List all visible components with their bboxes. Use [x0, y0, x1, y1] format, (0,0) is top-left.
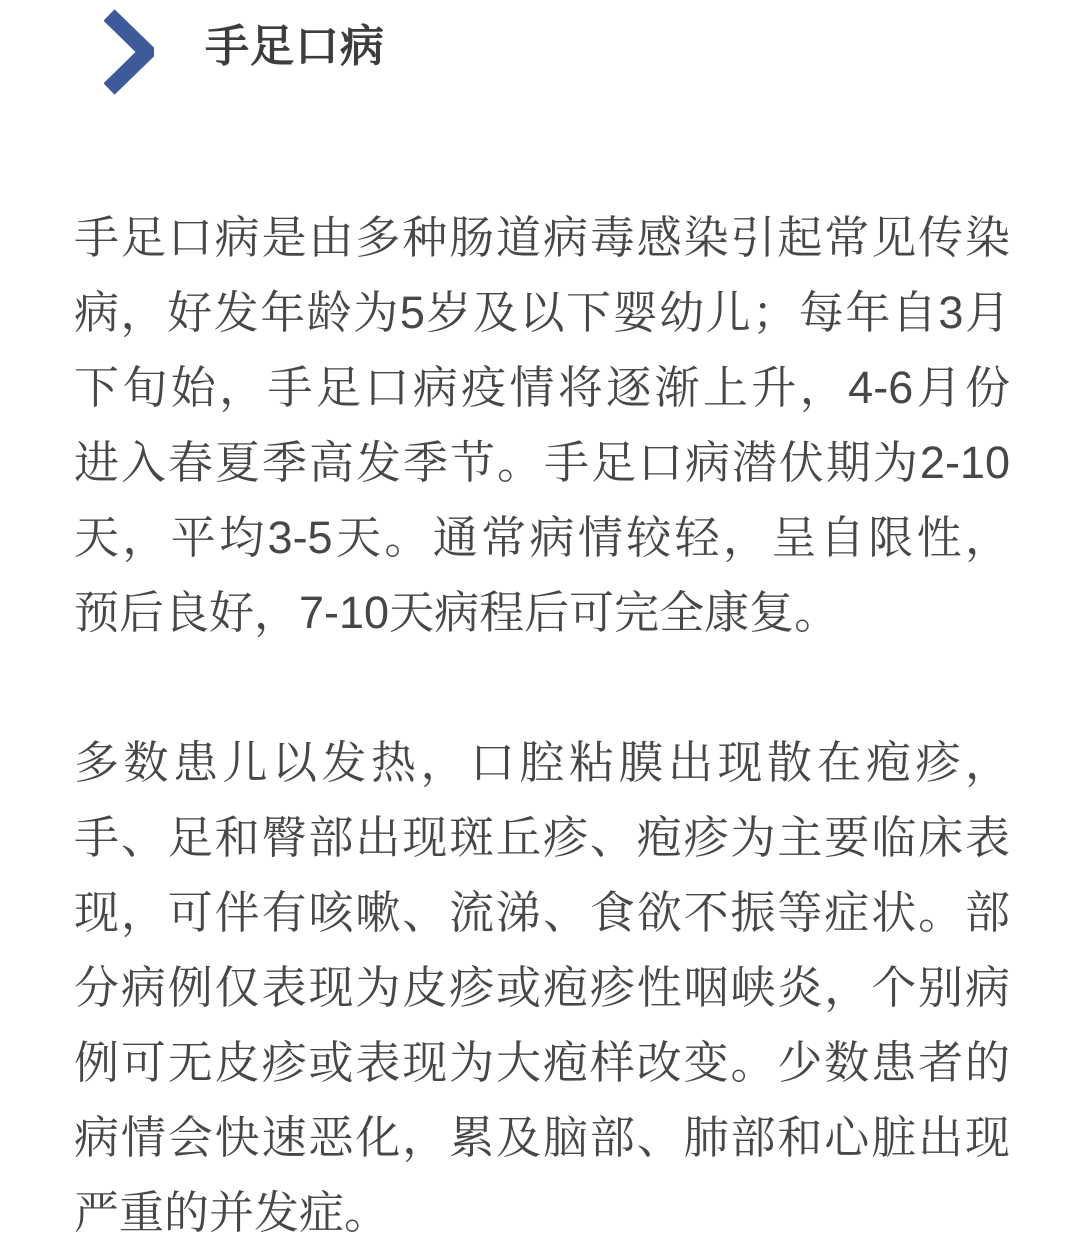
chevron-right-icon: [104, 8, 154, 96]
text-line: 严重的并发症。: [74, 1187, 390, 1238]
paragraph: [74, 200, 1010, 650]
text-line: 现，可伴有咳嗽、流涕、食欲不振等症状。部: [74, 887, 1010, 938]
text-line: 病情会快速恶化，累及脑部、肺部和心脏出现: [74, 1112, 1010, 1163]
text-line: 进入春夏季高发季节。手足口病潜伏期为2-10: [74, 437, 1010, 488]
text-line: 分病例仅表现为皮疹或疱疹性咽峡炎，个别病: [74, 962, 1010, 1013]
page-title: 手足口病: [205, 22, 385, 71]
text-line: 多数患儿以发热，口腔粘膜出现散在疱疹，: [74, 737, 1010, 788]
article-paragraphs: [74, 200, 1010, 1250]
text-line: 下旬始，手足口病疫情将逐渐上升，4-6月份: [74, 362, 1010, 413]
text-line: 手、足和臀部出现斑丘疹、疱疹为主要临床表: [74, 812, 1010, 863]
text-line: 天，平均3-5天。通常病情较轻，呈自限性，: [74, 512, 1010, 563]
article-body: [74, 200, 1010, 1250]
text-line: 预后良好，7-10天病程后可完全康复。: [74, 587, 840, 638]
paragraph: [74, 725, 1010, 1250]
text-line: 例可无皮疹或表现为大疱样改变。少数患者的: [74, 1037, 1010, 1088]
text-line: 手足口病是由多种肠道病毒感染引起常见传染: [74, 212, 1010, 263]
section-header: [0, 0, 1080, 110]
text-line: 病，好发年龄为5岁及以下婴幼儿；每年自3月: [74, 287, 1010, 338]
